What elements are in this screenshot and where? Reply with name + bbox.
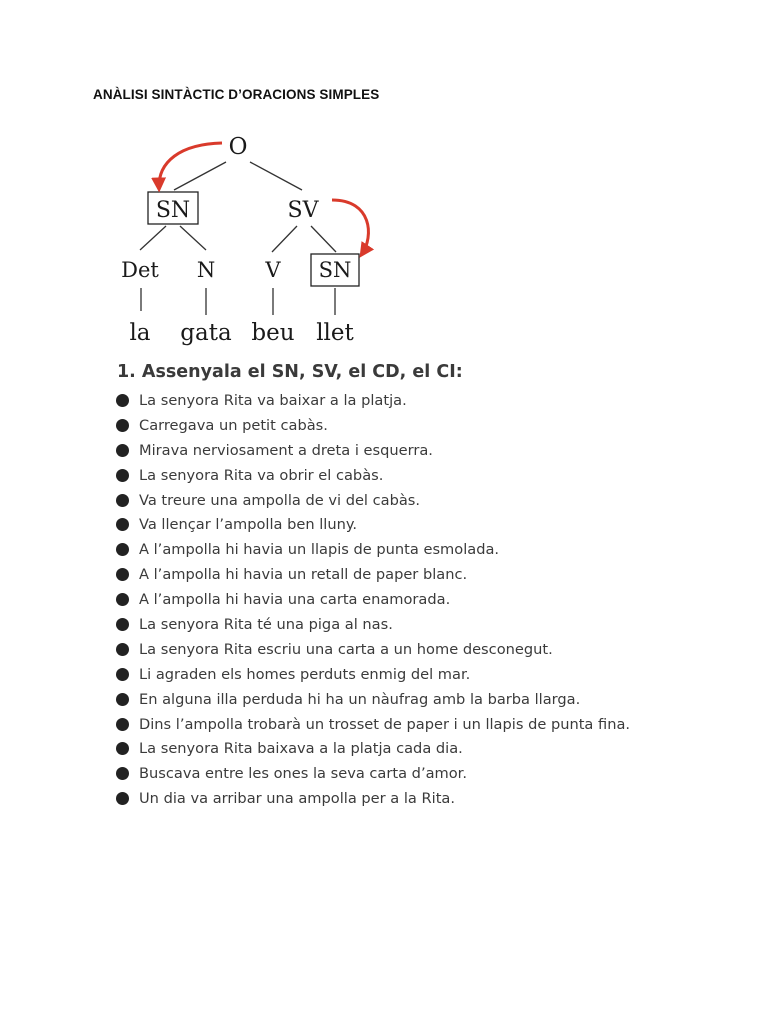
tree-branch: [140, 226, 166, 250]
tree-branch: [272, 226, 297, 252]
list-item: [116, 388, 630, 413]
tree-word-la: la: [129, 320, 151, 346]
sentence-text: Va treure una ampolla de vi del cabàs.: [139, 491, 421, 509]
tree-node-det: Det: [121, 258, 159, 282]
tree-node-v: V: [265, 258, 281, 282]
list-item: [116, 537, 630, 562]
bullet-icon: [116, 668, 129, 681]
list-item: [116, 488, 630, 513]
list-item: [116, 438, 630, 463]
tree-node-sv: SV: [287, 198, 319, 223]
sentence-text: La senyora Rita té una piga al nas.: [139, 615, 393, 633]
bullet-icon: [116, 444, 129, 457]
sentence-text: A l’ampolla hi havia una carta enamorada.: [139, 591, 451, 609]
sentence-text: La senyora Rita escriu una carta a un home desconegut.: [139, 640, 553, 658]
document-title: ANÀLISI SINTÀCTIC D’ORACIONS SIMPLES: [93, 87, 380, 102]
bullet-icon: [116, 518, 129, 531]
bullet-icon: [116, 693, 129, 706]
tree-node-sn: SN: [155, 198, 191, 223]
syntax-tree-diagram: [110, 128, 380, 353]
tree-node-sn-object: SN: [318, 258, 352, 282]
sentence-text: Un dia va arribar una ampolla per a la Rita.: [139, 790, 455, 808]
tree-branch: [311, 226, 336, 252]
list-item: [116, 712, 630, 737]
bullet-icon: [116, 742, 129, 755]
sentence-text: A l’ampolla hi havia un llapis de punta esmolada.: [139, 541, 500, 559]
tree-word-beu: beu: [251, 320, 295, 346]
tree-word-gata: gata: [180, 320, 232, 346]
list-item: [116, 463, 630, 488]
bullet-icon: [116, 718, 129, 731]
tree-branch: [250, 162, 302, 190]
tree-node-root: O: [228, 134, 248, 160]
bullet-icon: [116, 618, 129, 631]
tree-branch: [174, 162, 226, 190]
sentence-text: Li agraden els homes perduts enmig del mar.: [139, 665, 471, 683]
sentence-text: Dins l’ampolla trobarà un trosset de paper i un llapis de punta fina.: [139, 715, 631, 733]
bullet-icon: [116, 419, 129, 432]
list-item: [116, 587, 630, 612]
sentence-text: La senyora Rita va obrir el cabàs.: [139, 466, 384, 484]
list-item: [116, 736, 630, 761]
list-item: [116, 662, 630, 687]
list-item: [116, 413, 630, 438]
sentence-text: A l’ampolla hi havia un retall de paper blanc.: [139, 566, 468, 584]
list-item: [116, 637, 630, 662]
bullet-icon: [116, 394, 129, 407]
bullet-icon: [116, 568, 129, 581]
bullet-icon: [116, 593, 129, 606]
sentence-text: Mirava nerviosament a dreta i esquerra.: [139, 441, 433, 459]
sentence-list: [116, 388, 630, 811]
sentence-text: Buscava entre les ones la seva carta d’amor.: [139, 765, 467, 783]
list-item: [116, 612, 630, 637]
sentence-text: Va llençar l’ampolla ben lluny.: [139, 516, 358, 534]
sentence-text: La senyora Rita va baixar a la platja.: [139, 391, 407, 409]
list-item: [116, 687, 630, 712]
tree-node-n: N: [196, 258, 216, 282]
list-item: [116, 562, 630, 587]
bullet-icon: [116, 469, 129, 482]
bullet-icon: [116, 792, 129, 805]
list-item: [116, 786, 630, 811]
tree-branch: [180, 226, 206, 250]
bullet-icon: [116, 643, 129, 656]
bullet-icon: [116, 767, 129, 780]
sentence-text: En alguna illa perduda hi ha un nàufrag amb la barba llarga.: [139, 690, 581, 708]
bullet-icon: [116, 494, 129, 507]
exercise-heading: 1. Assenyala el SN, SV, el CD, el CI:: [117, 362, 463, 382]
bullet-icon: [116, 543, 129, 556]
sentence-text: Carregava un petit cabàs.: [139, 416, 328, 434]
list-item: [116, 512, 630, 537]
sentence-text: La senyora Rita baixava a la platja cada dia.: [139, 740, 463, 758]
list-item: [116, 761, 630, 786]
tree-word-llet: llet: [316, 320, 354, 346]
red-arrow-right: [332, 200, 368, 254]
